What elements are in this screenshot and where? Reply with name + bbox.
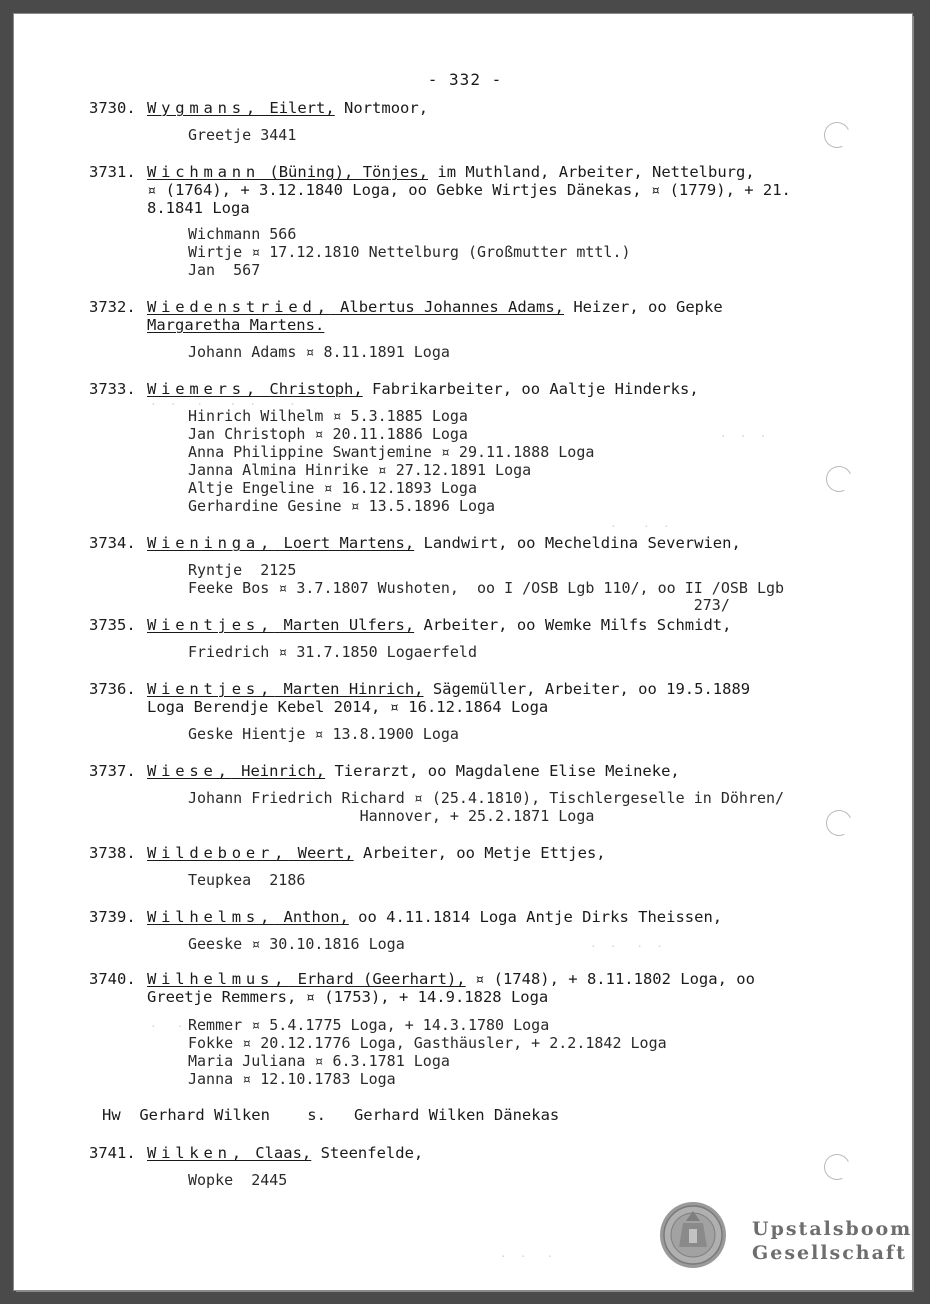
entry-3739: 3739. Wilhelms, Anthon, oo 4.11.1814 Loga Antje Dirks Theissen, [89, 908, 723, 926]
entry-3733-child: Janna Almina Hinrike ¤ 27.12.1891 Loga [188, 461, 532, 479]
entry-3741-child: Wopke 2445 [188, 1171, 288, 1189]
society-name-line1: Upstalsboom [752, 1218, 913, 1240]
entry-3740-child: Remmer ¤ 5.4.1775 Loga, + 14.3.1780 Loga [188, 1016, 550, 1034]
entry-3733-child: Hinrich Wilhelm ¤ 5.3.1885 Loga [188, 407, 468, 425]
entry-3740-cont: Greetje Remmers, ¤ (1753), + 14.9.1828 Loga [147, 988, 549, 1006]
entry-3733-child: Gerhardine Gesine ¤ 13.5.1896 Loga [188, 497, 496, 515]
entry-3738-child: Teupkea 2186 [188, 871, 306, 889]
entry-3734: 3734. Wieninga, Loert Martens, Landwirt, oo Mecheldina Severwien, [89, 534, 741, 552]
entry-3737: 3737. Wiese, Heinrich, Tierarzt, oo Magdalene Elise Meineke, [89, 762, 680, 780]
entry-3740-child: Maria Juliana ¤ 6.3.1781 Loga [188, 1052, 450, 1070]
entry-3732-child: Johann Adams ¤ 8.11.1891 Loga [188, 343, 450, 361]
bleed-through: · · · [500, 1250, 553, 1263]
entry-3738: 3738. Wildeboer, Weert, Arbeiter, oo Metje Ettjes, [89, 844, 606, 862]
society-name-line2: Gesellschaft [752, 1242, 907, 1264]
society-seal-icon [659, 1201, 727, 1269]
entry-3734-child: Ryntje 2125 [188, 561, 297, 579]
entry-3733-child: Anna Philippine Swantjemine ¤ 29.11.1888 Loga [188, 443, 595, 461]
entry-3732-cont: Margaretha Martens. [147, 316, 325, 334]
entry-3735-child: Friedrich ¤ 31.7.1850 Logaerfeld [188, 643, 477, 661]
entry-3731-cont: 8.1841 Loga [147, 199, 250, 217]
entry-3731-child: Jan 567 [188, 261, 261, 279]
entry-3740-child: Fokke ¤ 20.12.1776 Loga, Gasthäusler, + 2.2.1842 Loga [188, 1034, 667, 1052]
entry-3733-child: Altje Engeline ¤ 16.12.1893 Loga [188, 479, 477, 497]
entry-3733-child: Jan Christoph ¤ 20.11.1886 Loga [188, 425, 468, 443]
entry-3734-child: 273/ [188, 596, 730, 614]
entry-3731-cont: ¤ (1764), + 3.12.1840 Loga, oo Gebke Wirtjes Dänekas, ¤ (1779), + 21. [147, 181, 791, 199]
entry-3730-child: Greetje 3441 [188, 126, 297, 144]
page-number: - 332 - [427, 70, 503, 89]
entry-3736-child: Geske Hientje ¤ 13.8.1900 Loga [188, 725, 459, 743]
entry-3736-cont: Loga Berendje Kebel 2014, ¤ 16.12.1864 Loga [147, 698, 549, 716]
entry-3732: 3732. Wiedenstried, Albertus Johannes Adams, Heizer, oo Gepke [89, 298, 723, 316]
entry-3733: 3733. Wiemers, Christoph, Fabrikarbeiter, oo Aaltje Hinderks, [89, 380, 699, 398]
bleed-through: · · · · · · [150, 398, 296, 411]
bleed-through: · · · [150, 1020, 203, 1033]
entry-3731: 3731. Wichmann (Büning), Tönjes, im Muthland, Arbeiter, Nettelburg, [89, 163, 755, 181]
entry-3736: 3736. Wientjes, Marten Hinrich, Sägemüller, Arbeiter, oo 19.5.1889 [89, 680, 751, 698]
entry-3734-child: Feeke Bos ¤ 3.7.1807 Wushoten, oo I /OSB Lgb 110/, oo II /OSB Lgb [188, 579, 785, 597]
entry-3741: 3741. Wilken, Claas, Steenfelde, [89, 1144, 424, 1162]
entry-3740: 3740. Wilhelmus, Erhard (Geerhart), ¤ (1748), + 8.11.1802 Loga, oo [89, 970, 755, 988]
entry-3731-child: Wichmann 566 [188, 225, 297, 243]
bleed-through: · · · [610, 520, 670, 533]
entry-3735: 3735. Wientjes, Marten Ulfers, Arbeiter, oo Wemke Milfs Schmidt, [89, 616, 732, 634]
entry-3740-child: Janna ¤ 12.10.1783 Loga [188, 1070, 396, 1088]
entry-3737-child: Johann Friedrich Richard ¤ (25.4.1810), Tischlergeselle in Döhren/ [188, 789, 785, 807]
entry-3731-child: Wirtje ¤ 17.12.1810 Nettelburg (Großmutter mttl.) [188, 243, 631, 261]
entry-3730: 3730. Wygmans, Eilert, Nortmoor, [89, 99, 429, 117]
entry-3737-child: Hannover, + 25.2.1871 Loga [188, 807, 595, 825]
bleed-through: · · · [720, 430, 767, 443]
bleed-through: · · · · [590, 940, 663, 953]
entry-3739-child: Geeske ¤ 30.10.1816 Loga [188, 935, 405, 953]
handwritten-note: Hw Gerhard Wilken s. Gerhard Wilken Dänekas [102, 1106, 560, 1124]
